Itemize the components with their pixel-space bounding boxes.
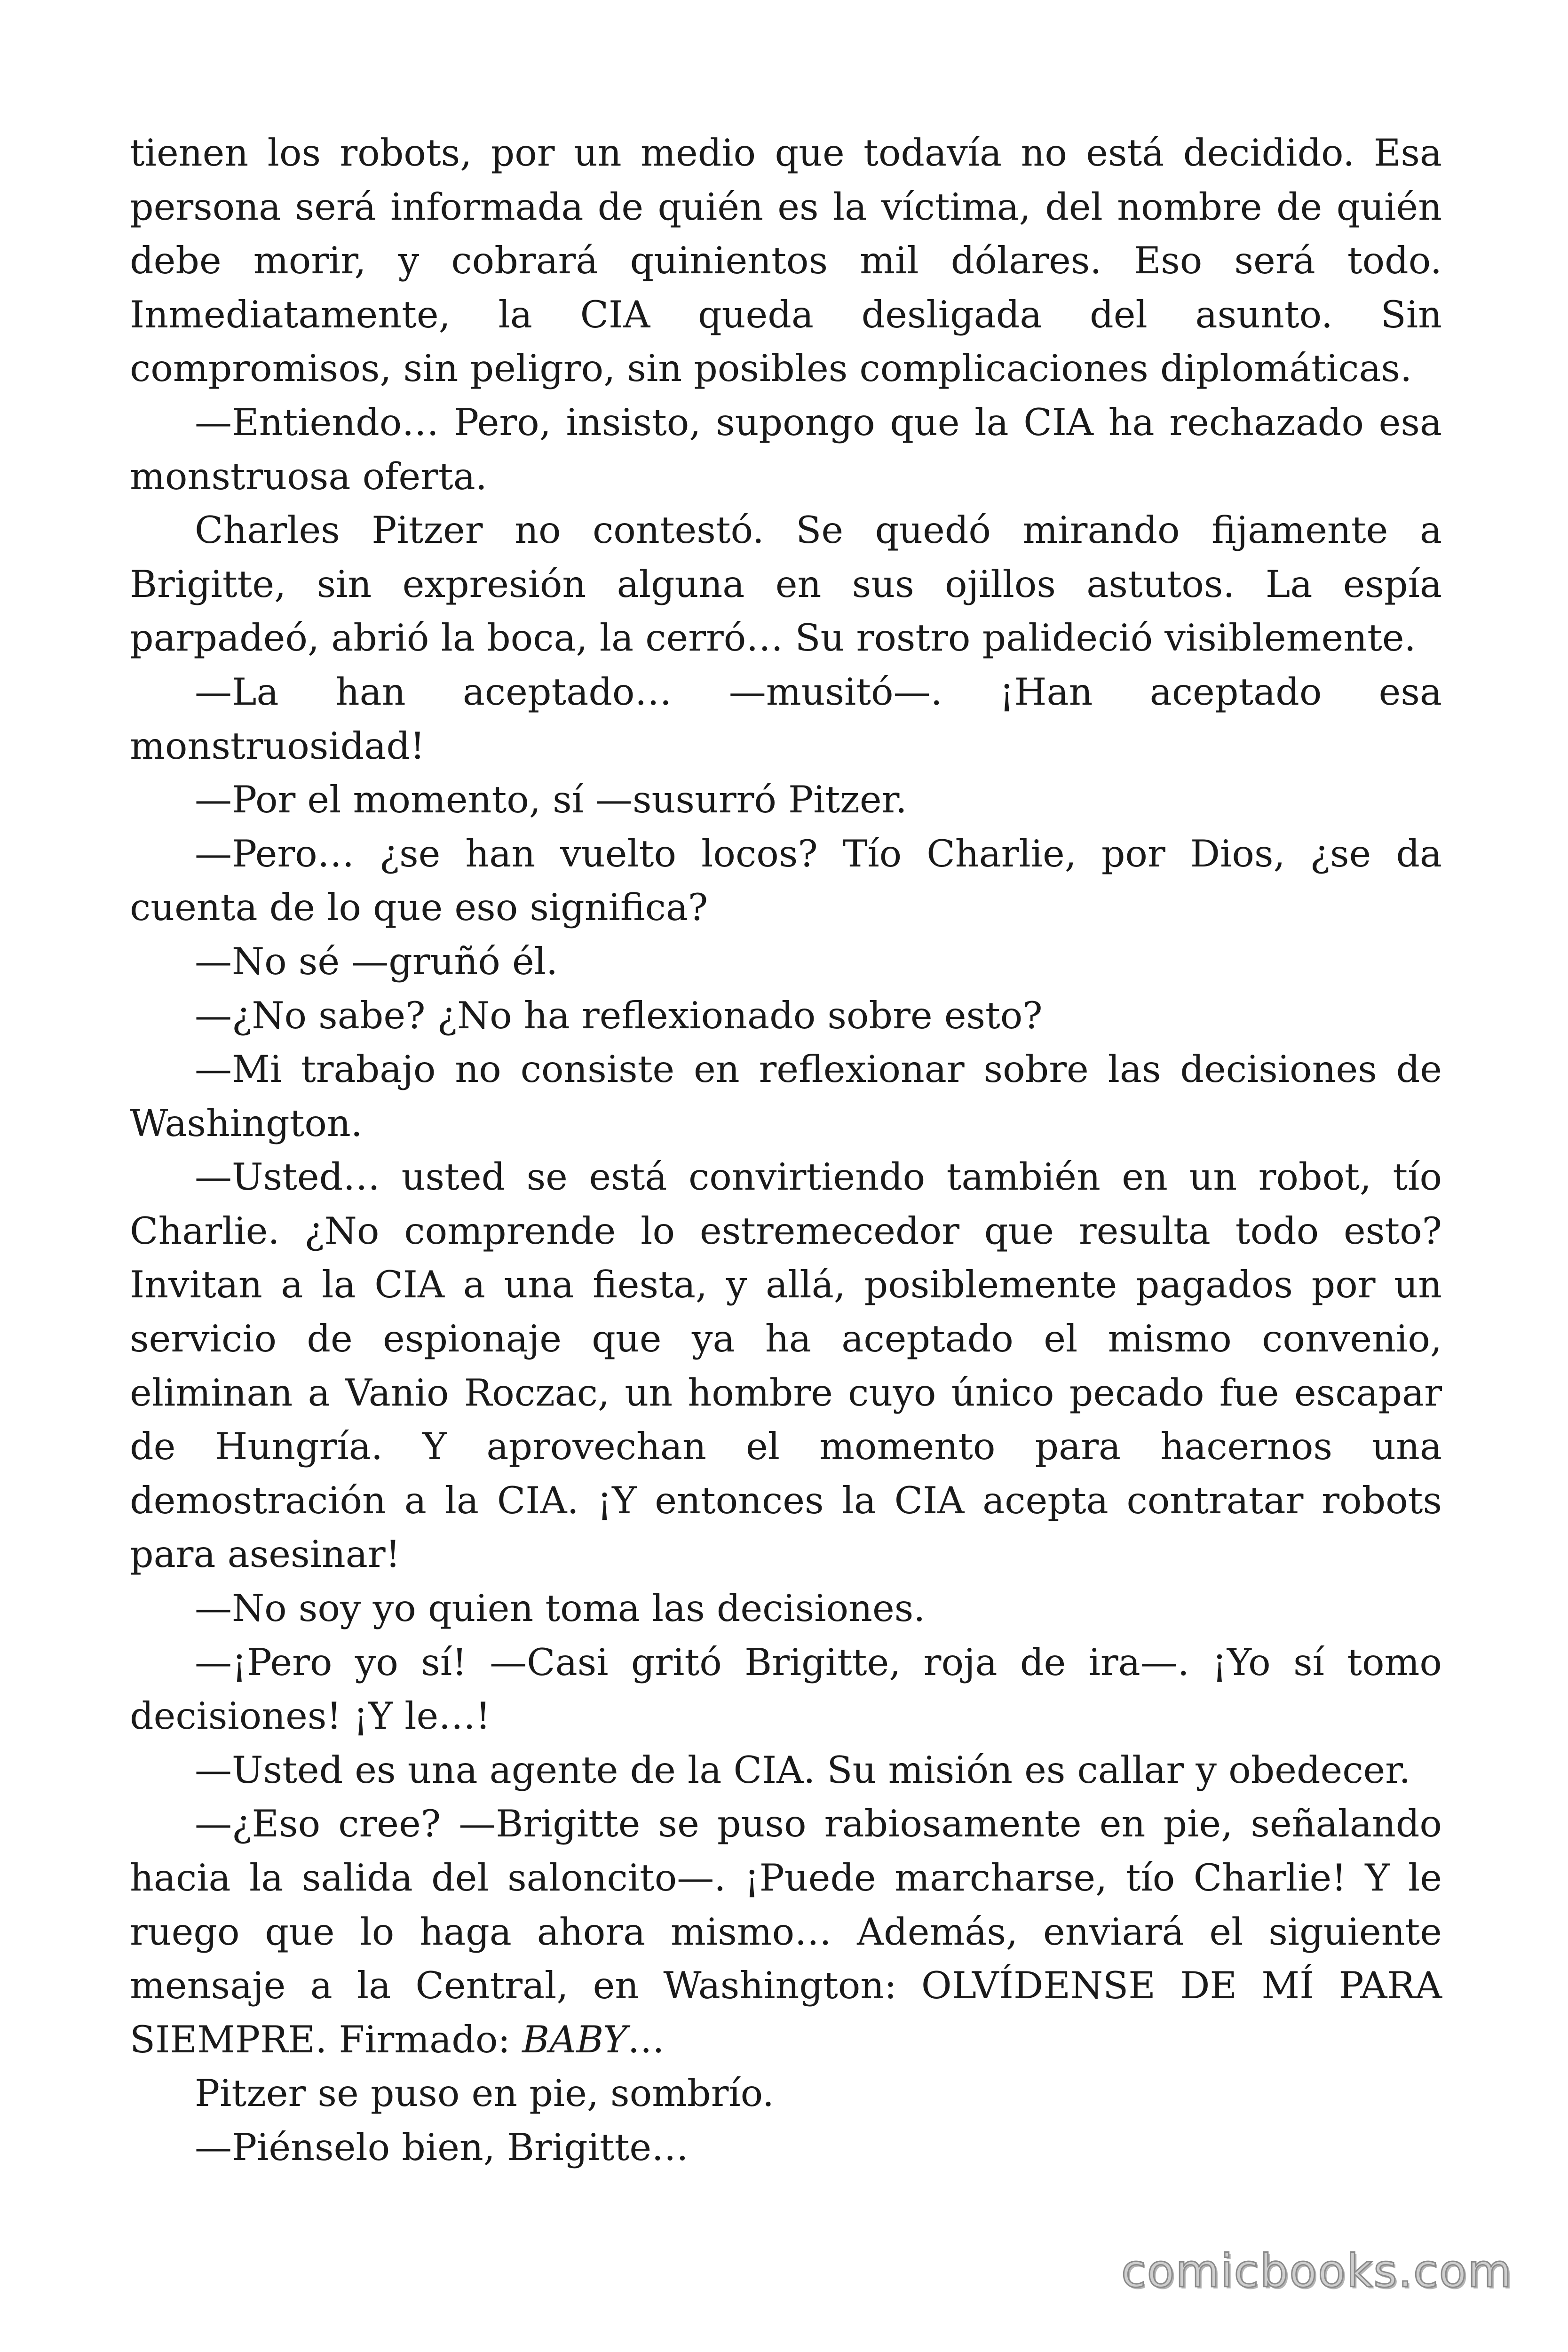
paragraph: —La han aceptado… —musitó—. ¡Han aceptado esa monstruosidad! <box>130 670 1442 768</box>
paragraph: Charles Pitzer no contestó. Se quedó mirando fijamente a Brigitte, sin expresión alguna en sus ojillos astutos. La espía parpadeó, abrió la boca, la cerró… Su rostro palideció visiblemente. <box>130 509 1442 660</box>
paragraph: —Entiendo… Pero, insisto, supongo que la CIA ha rechazado esa monstruosa oferta. <box>130 400 1442 498</box>
paragraph: —Mi trabajo no consiste en reflexionar sobre las decisiones de Washington. <box>130 1048 1442 1145</box>
paragraph: tienen los robots, por un medio que todavía no está decidido. Esa persona será informada de quién es la víctima, del nombre de quién debe morir, y cobrará quinientos mil dólares. Eso será todo. Inmediatamente, la CIA queda desligada del asunto. Sin compromisos, sin peligro, sin posibles complicaciones diplomáticas. <box>130 131 1442 390</box>
site-watermark: comicbooks.com <box>1121 2245 1513 2297</box>
paragraph: —No sé —gruñó él. <box>195 939 558 983</box>
book-page-text <box>130 126 1442 2175</box>
paragraph-text: —¿Eso cree? —Brigitte se puso rabiosamente en pie, señalando hacia la salida del saloncito—. ¡Puede marcharse, tío Charlie! Y le ruego que lo haga ahora mismo… Además, enviará el siguiente mensaje a la Central, en Washington: OLVÍDENSE DE MÍ PARA SIEMPRE. Firmado: <box>130 1802 1442 2061</box>
paragraph: —No soy yo quien toma las decisiones. <box>195 1587 926 1630</box>
paragraph: —Pero… ¿se han vuelto locos? Tío Charlie, por Dios, ¿se da cuenta de lo que eso significa? <box>130 832 1442 930</box>
signature-trail: … <box>627 2018 665 2061</box>
paragraph-with-signature <box>130 1797 1442 2066</box>
paragraph: —Por el momento, sí —susurró Pitzer. <box>195 778 907 822</box>
paragraph: —Usted es una agente de la CIA. Su misión es callar y obedecer. <box>195 1748 1411 1792</box>
paragraph: —¡Pero yo sí! —Casi gritó Brigitte, roja de ira—. ¡Yo sí tomo decisiones! ¡Y le…! <box>130 1640 1442 1738</box>
signature-name: BABY <box>522 2018 628 2061</box>
paragraph: —Usted… usted se está convirtiendo también en un robot, tío Charlie. ¿No comprende lo estremecedor que resulta todo esto? Invitan a la CIA a una fiesta, y allá, posiblemente pagados por un servicio de espionaje que ya ha aceptado el mismo convenio, eliminan a Vanio Roczac, un hombre cuyo único pecado fue escapar de Hungría. Y aprovechan el momento para hacernos una demostración a la CIA. ¡Y entonces la CIA acepta contratar robots para asesinar! <box>130 1155 1442 1576</box>
paragraph: —Piénselo bien, Brigitte… <box>195 2125 689 2169</box>
paragraph: —¿No sabe? ¿No ha reflexionado sobre esto? <box>195 993 1043 1037</box>
paragraph: Pitzer se puso en pie, sombrío. <box>195 2072 774 2115</box>
